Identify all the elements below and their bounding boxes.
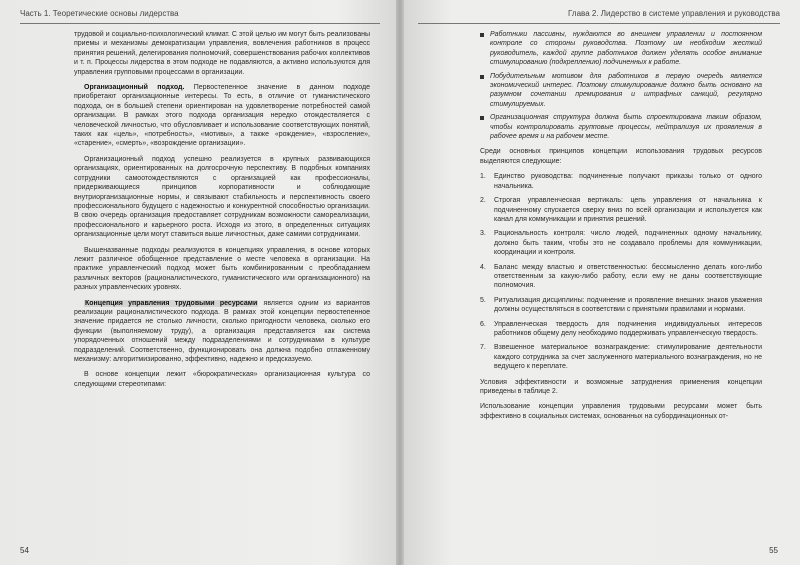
principle-item — [480, 263, 762, 291]
principle-item — [480, 296, 762, 315]
paragraph-lead: Концепция управления трудовыми ресурсами — [85, 299, 258, 307]
paragraph-text: является одним из вариантов реализации рационалистического подхода. В рамках этой концепции первостепенное значение придается не столько личности, сколько пригодности человека, сколько его функции (выполняемому труду), а организация представляется как система упорядоченных отношений между подразделениями и сотрудниками в культуре подразделений. Соответственно, функционировать она должна подобно отлаженному механизму: алгоритмизированно, эффективно, надежно и предсказуемо. — [74, 299, 370, 363]
principle-item — [480, 172, 762, 191]
left-page-body — [74, 30, 370, 395]
paragraph-text: Первостепенное значение в данном подходе приобретают организационные интересы. То есть, в отличие от гуманистического подхода, он в большей степени ориентирован на удовлетворение потребностей самой организации. В рамках этого подхода организация нередко отождествляется с человеческой личностью, что обусловливает и использование соответствующих понятий, таких как «цель», «потребность», «мотивы», а также «рождение», «взросление», «старение», «смерть», «возрождение организации». — [74, 84, 370, 148]
principle-text: Рациональность контроля: число людей, подчиненных одному начальнику, должно быть таким, чтобы это не создавало проблемы для коммуникации, координации и контроля. — [494, 230, 762, 257]
stereotype-item: Работники пассивны, нуждаются во внешнем управлении и постоянном контроле со стороны руководства. Поэтому им необходим жесткий руководитель, каждой группе работников должен уделять особое внимание стимулированию (подкреплению) подчиненных к работе. — [480, 30, 762, 68]
right-page-body — [480, 30, 762, 427]
principle-number: 1. — [480, 173, 486, 181]
principle-text: Ритуализация дисциплины: подчинение и проявление внешних знаков уважения должны осуществляться в соответствии с принятыми правилами и нормами. — [494, 296, 762, 314]
stereotype-list — [480, 30, 762, 141]
left-paragraph-3: Организационный подход успешно реализуется в крупных развивающихся организациях, ориентированных на долгосрочную перспективу. В подобных компаниях сотрудники самоотождествляются с организацией как профессионалы, придерживающиеся принципов корпоративности и соблюдающие внутриорганизационные нормы, и связывают стабильность и перспективность своего профессионального будущего с надежностью и конкурентной способностью организации. В свою очередь организация предоставляет сотрудникам возможности самореализации, профессионального и карьерного роста. Исходя из этого, в определенных ситуациях организационные цели могут ставиться выше личностных, даже самими сотрудниками. — [74, 155, 370, 239]
principle-text: Взвешенное материальное вознаграждение: стимулирование деятельности каждого сотрудника за счет заслуженного материального вознаграждения, но не ведущего к переплате. — [494, 344, 762, 371]
left-page — [0, 0, 396, 565]
stereotype-item: Организационная структура должна быть спроектирована таким образом, чтобы контролировать групповые процессы, нейтрализуя их проявления в рабочее время и на рабочем месте. — [480, 113, 762, 141]
principle-item — [480, 196, 762, 224]
principles-list — [480, 172, 762, 371]
left-paragraph-1: трудовой и социально-психологический климат. С этой целью им могут быть реализованы приемы и механизмы демократизации управления, вовлечения работников в процесс принятия решений, делегирования полномочий, совершенствования рабочих коллективов и т. п. Процессы лидерства в этом подходе не подавляются, а активно используются для управления групповыми процессами в организации. — [74, 31, 370, 76]
principle-item — [480, 229, 762, 257]
principles-intro: Среди основных принципов концепции использования трудовых ресурсов выделяются следующие: — [480, 148, 762, 165]
left-paragraph-2 — [74, 83, 370, 149]
closing-paragraph-1: Условия эффективности и возможные затруднения применения концепции приведены в таблице 2. — [480, 378, 762, 395]
left-paragraph-6: В основе концепции лежит «бюрократическая» организационная культура со следующими стереотипами: — [74, 371, 370, 388]
left-paragraph-5 — [74, 299, 370, 365]
principle-number: 6. — [480, 320, 486, 328]
principle-text: Единство руководства: подчиненные получают приказы только от одного начальника. — [494, 173, 762, 190]
paragraph-lead: Организационный подход. — [84, 84, 185, 92]
principle-item — [480, 343, 762, 371]
principle-number: 5. — [480, 296, 486, 304]
right-page-number: 55 — [769, 546, 778, 555]
right-page — [404, 0, 800, 565]
principle-number: 2. — [480, 197, 486, 205]
closing-paragraph-2: Использование концепции управления трудовыми ресурсами может быть эффективно в социальных системах, основанных на субординационных от- — [480, 403, 762, 420]
stereotype-item: Побудительным мотивом для работников в первую очередь является экономический интерес. Поэтому стимулирование должно быть основано на разумном сочетании премирования и штрафных санкций, регулярно стимулируемых. — [480, 72, 762, 110]
principle-text: Строгая управленческая вертикаль: цепь управления от начальника к подчиненному спускается сверху вниз по всей организации и используется как канал для коммуникации и принятия решений. — [494, 197, 762, 223]
principle-number: 3. — [480, 230, 486, 238]
principle-item — [480, 320, 762, 339]
left-page-number: 54 — [20, 546, 29, 555]
left-paragraph-4: Вышеназванные подходы реализуются в концепциях управления, в основе которых лежит различное обобщенное представление о месте человека в организации. На практике управленческий подход может быть комбинированным с преобладанием различных векторов (рационалистического, гуманистического или организационного) на разных управленческих уровнях. — [74, 246, 370, 292]
left-running-head: Часть 1. Теоретические основы лидерства — [20, 7, 380, 24]
principle-number: 4. — [480, 263, 486, 271]
principle-text: Баланс между властью и ответственностью: бессмысленно делать кого-либо ответственным за какую-либо работу, если ему не даны соответствующие полномочия. — [494, 263, 762, 290]
principle-number: 7. — [480, 344, 486, 352]
book-gutter — [396, 0, 404, 565]
principle-text: Управленческая твердость для подчинения индивидуальных интересов работников общему делу необходимо поддерживать управленческую твердость. — [494, 320, 762, 337]
right-running-head: Глава 2. Лидерство в системе управления и руководства — [418, 7, 780, 24]
